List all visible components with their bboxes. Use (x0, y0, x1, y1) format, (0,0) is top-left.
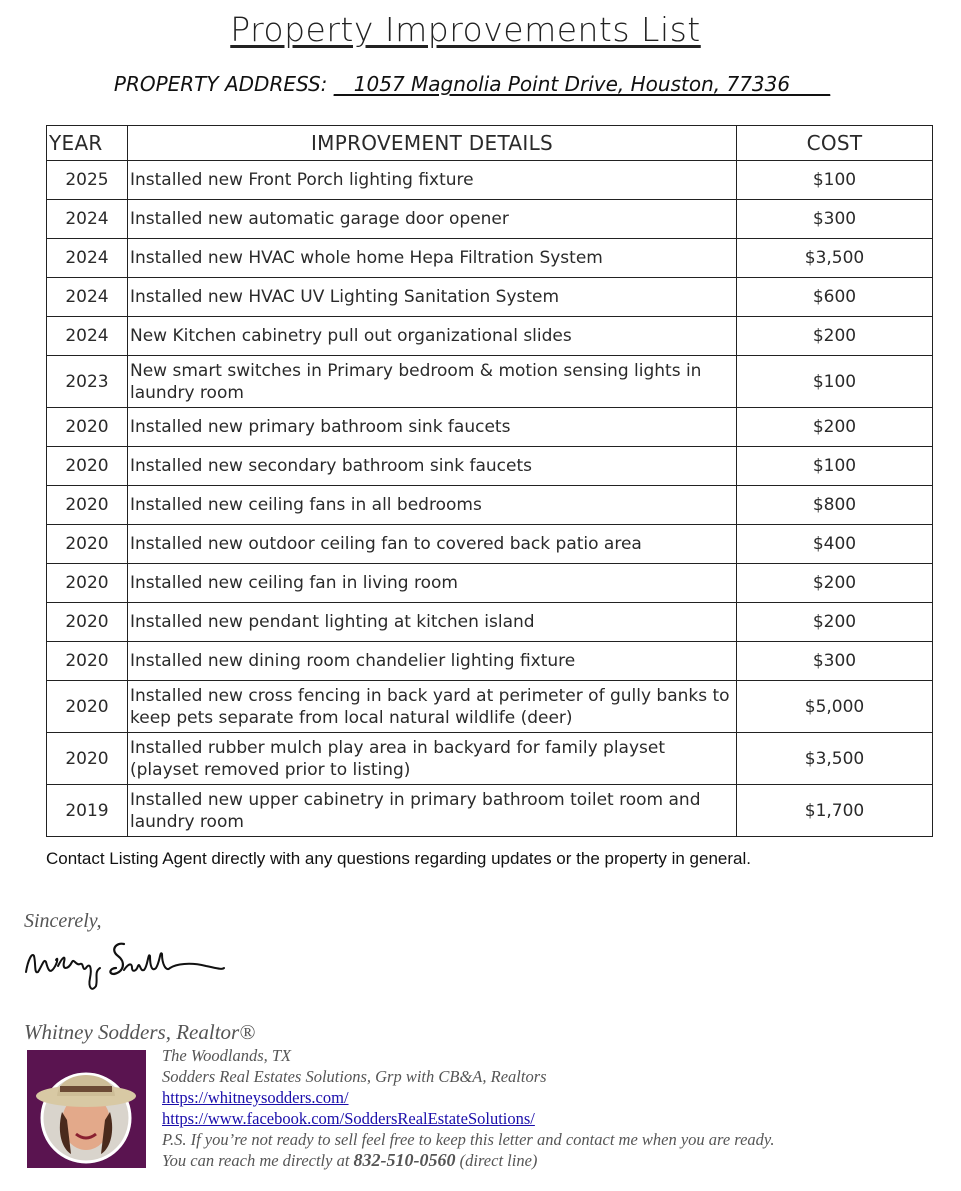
table-row (47, 642, 933, 681)
column-header-details: IMPROVEMENT DETAILS (128, 126, 737, 161)
details-cell: Installed new Front Porch lighting fixture (128, 161, 737, 200)
cost-cell: $600 (737, 278, 933, 317)
year-cell: 2020 (47, 564, 128, 603)
reach-prefix: You can reach me directly at (162, 1151, 350, 1170)
column-header-cost: COST (737, 126, 933, 161)
year-cell: 2020 (47, 486, 128, 525)
year-cell: 2020 (47, 642, 128, 681)
table-row (47, 486, 933, 525)
cost-cell: $100 (737, 356, 933, 408)
details-cell: Installed new upper cabinetry in primary bathroom toilet room and laundry room (128, 785, 737, 837)
table-row (47, 408, 933, 447)
details-cell: New Kitchen cabinetry pull out organizational slides (128, 317, 737, 356)
improvements-table (46, 125, 933, 837)
cost-cell: $3,500 (737, 733, 933, 785)
year-cell: 2020 (47, 408, 128, 447)
table-row (47, 603, 933, 642)
details-cell: Installed new HVAC UV Lighting Sanitation System (128, 278, 737, 317)
table-row (47, 733, 933, 785)
year-cell: 2024 (47, 239, 128, 278)
cost-cell: $200 (737, 408, 933, 447)
facebook-link[interactable]: https://www.facebook.com/SoddersRealEstateSolutions/ (162, 1109, 535, 1128)
details-cell: Installed new pendant lighting at kitchen island (128, 603, 737, 642)
table-row (47, 564, 933, 603)
year-cell: 2024 (47, 278, 128, 317)
agent-location: The Woodlands, TX (162, 1046, 292, 1065)
agent-photo (27, 1050, 146, 1168)
table-row (47, 447, 933, 486)
year-cell: 2020 (47, 733, 128, 785)
reach-line (162, 1150, 774, 1171)
table-row (47, 161, 933, 200)
address-value: __1057 Magnolia Point Drive, Houston, 77336____ (333, 72, 831, 96)
details-cell: Installed new outdoor ceiling fan to covered back patio area (128, 525, 737, 564)
agent-company: Sodders Real Estates Solutions, Grp with CB&A, Realtors (162, 1067, 547, 1086)
cost-cell: $3,500 (737, 239, 933, 278)
property-address (0, 72, 944, 96)
year-cell: 2020 (47, 603, 128, 642)
cost-cell: $300 (737, 642, 933, 681)
details-cell: Installed new secondary bathroom sink faucets (128, 447, 737, 486)
agent-info (162, 1045, 774, 1171)
table-row (47, 317, 933, 356)
agent-portrait-image (27, 1050, 146, 1168)
cost-cell: $200 (737, 564, 933, 603)
address-label: PROPERTY ADDRESS: (113, 72, 328, 96)
details-cell: Installed new HVAC whole home Hepa Filtration System (128, 239, 737, 278)
table-row (47, 525, 933, 564)
cost-cell: $1,700 (737, 785, 933, 837)
contact-note: Contact Listing Agent directly with any questions regarding updates or the property in general. (46, 849, 751, 868)
cost-cell: $400 (737, 525, 933, 564)
cost-cell: $300 (737, 200, 933, 239)
year-cell: 2019 (47, 785, 128, 837)
reach-suffix: (direct line) (459, 1151, 538, 1170)
table-row (47, 356, 933, 408)
cost-cell: $200 (737, 603, 933, 642)
column-header-year: YEAR (47, 126, 128, 161)
details-cell: Installed new dining room chandelier lighting fixture (128, 642, 737, 681)
year-cell: 2020 (47, 525, 128, 564)
year-cell: 2023 (47, 356, 128, 408)
website-link[interactable]: https://whitneysodders.com/ (162, 1088, 349, 1107)
agent-name: Whitney Sodders, Realtor® (24, 1020, 256, 1044)
details-cell: Installed new ceiling fan in living room (128, 564, 737, 603)
table-row (47, 785, 933, 837)
details-cell: Installed new ceiling fans in all bedrooms (128, 486, 737, 525)
details-cell: Installed new primary bathroom sink faucets (128, 408, 737, 447)
table-row (47, 200, 933, 239)
table-row (47, 239, 933, 278)
ps-note: P.S. If you’re not ready to sell feel free to keep this letter and contact me when you are ready. (162, 1130, 775, 1149)
table-row (47, 278, 933, 317)
cost-cell: $200 (737, 317, 933, 356)
year-cell: 2020 (47, 681, 128, 733)
year-cell: 2024 (47, 200, 128, 239)
details-cell: New smart switches in Primary bedroom & motion sensing lights in laundry room (128, 356, 737, 408)
table-header-row (47, 126, 933, 161)
phone-number: 832-510-0560 (353, 1150, 456, 1170)
signature-image (20, 932, 230, 994)
details-cell: Installed new automatic garage door opener (128, 200, 737, 239)
cost-cell: $5,000 (737, 681, 933, 733)
year-cell: 2025 (47, 161, 128, 200)
cost-cell: $100 (737, 161, 933, 200)
cost-cell: $800 (737, 486, 933, 525)
closing-text: Sincerely, (24, 910, 102, 932)
year-cell: 2020 (47, 447, 128, 486)
details-cell: Installed new cross fencing in back yard at perimeter of gully banks to keep pets separate from local natural wildlife (deer) (128, 681, 737, 733)
table-row (47, 681, 933, 733)
page-title: Property Improvements List (230, 10, 701, 49)
table-body (47, 161, 933, 837)
year-cell: 2024 (47, 317, 128, 356)
cost-cell: $100 (737, 447, 933, 486)
details-cell: Installed rubber mulch play area in backyard for family playset (playset removed prior to listing) (128, 733, 737, 785)
